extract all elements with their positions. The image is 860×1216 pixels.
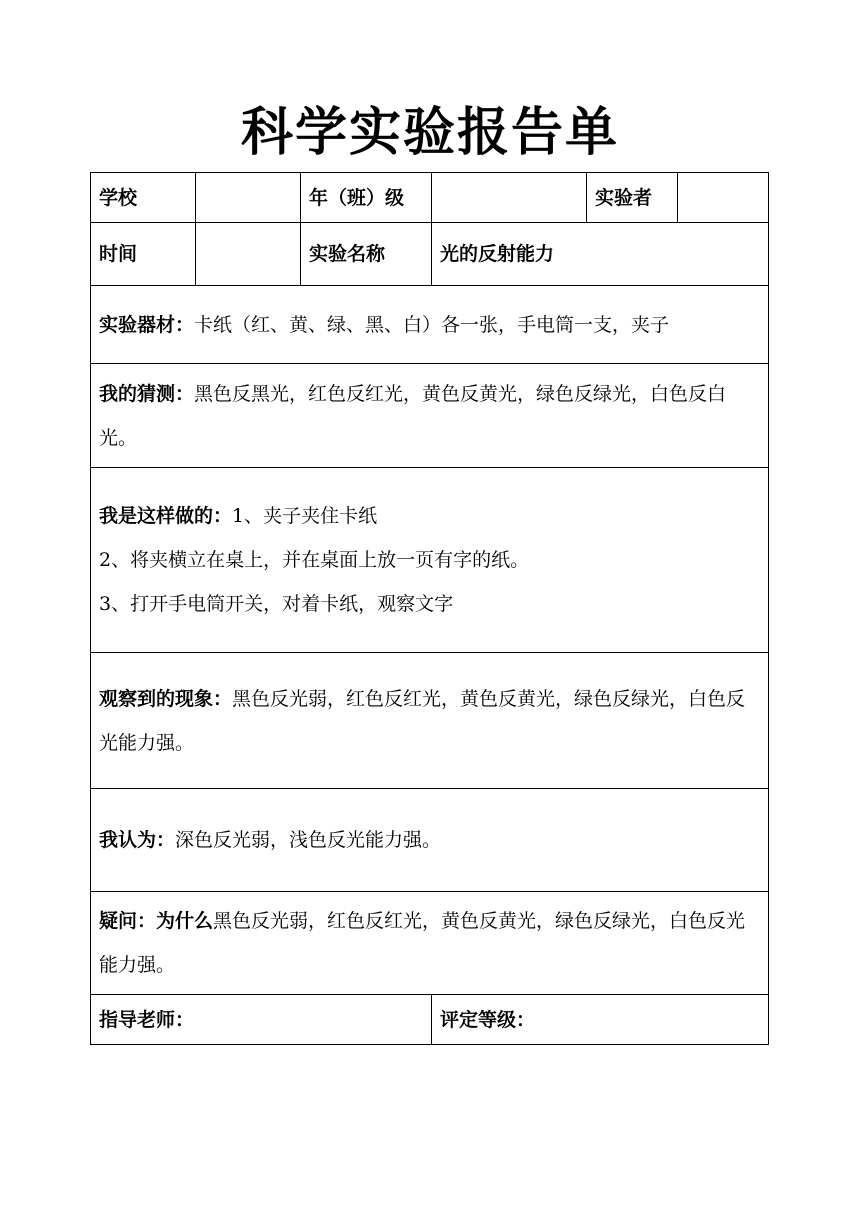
- teacher-field[interactable]: 指导老师：: [91, 995, 432, 1045]
- time-field[interactable]: [196, 223, 301, 286]
- time-label: 时间: [91, 223, 196, 286]
- observation-cell: [91, 653, 769, 789]
- observation-text: 黑色反光弱，红色反红光，黄色反黄光，绿色反绿光，白色反光能力强。: [99, 687, 746, 754]
- experiment-name-value: 光的反射能力: [432, 223, 769, 286]
- question-cell: [91, 892, 769, 995]
- conclusion-row: [91, 789, 769, 892]
- procedure-line-1: [99, 494, 760, 538]
- grade-class-field[interactable]: [432, 173, 587, 223]
- materials-cell: [91, 286, 769, 364]
- school-field[interactable]: [196, 173, 301, 223]
- header-row-1: [91, 173, 769, 223]
- experimenter-label: 实验者: [587, 173, 678, 223]
- materials-text: 卡纸（红、黄、绿、黑、白）各一张，手电筒一支，夹子: [194, 313, 670, 336]
- header-row-2: [91, 223, 769, 286]
- question-label: 疑问：为什么: [99, 910, 214, 932]
- footer-row: [91, 995, 769, 1045]
- experimenter-field[interactable]: [678, 173, 769, 223]
- procedure-cell: [91, 468, 769, 653]
- observation-label: 观察到的现象：: [99, 687, 233, 710]
- guess-text: 黑色反黑光，红色反红光，黄色反黄光，绿色反绿光，白色反白光。: [99, 382, 727, 449]
- question-row: [91, 892, 769, 995]
- conclusion-label: 我认为：: [99, 829, 176, 851]
- guess-label: 我的猜测：: [99, 382, 195, 405]
- materials-row: [91, 286, 769, 364]
- report-table: [90, 172, 769, 1045]
- school-label: 学校: [91, 173, 196, 223]
- procedure-row: [91, 468, 769, 653]
- procedure-step-1: 1、夹子夹住卡纸: [232, 505, 378, 527]
- experiment-name-label: 实验名称: [301, 223, 432, 286]
- question-text: 黑色反光弱，红色反红光，黄色反黄光，绿色反绿光，白色反光能力强。: [99, 910, 746, 976]
- guess-row: [91, 364, 769, 468]
- guess-cell: [91, 364, 769, 468]
- page-title: 科学实验报告单: [240, 103, 619, 163]
- observation-row: [91, 653, 769, 789]
- procedure-step-3: 3、打开手电筒开关，对着卡纸，观察文字: [99, 593, 454, 615]
- procedure-step-2: 2、将夹横立在桌上，并在桌面上放一页有字的纸。: [99, 549, 530, 571]
- conclusion-cell: [91, 789, 769, 892]
- grade-class-label: 年（班）级: [301, 173, 432, 223]
- procedure-label: 我是这样做的：: [99, 505, 233, 527]
- materials-label: 实验器材：: [99, 313, 195, 336]
- grade-eval-field[interactable]: 评定等级：: [432, 995, 769, 1045]
- conclusion-text: 深色反光弱，浅色反光能力强。: [175, 829, 442, 851]
